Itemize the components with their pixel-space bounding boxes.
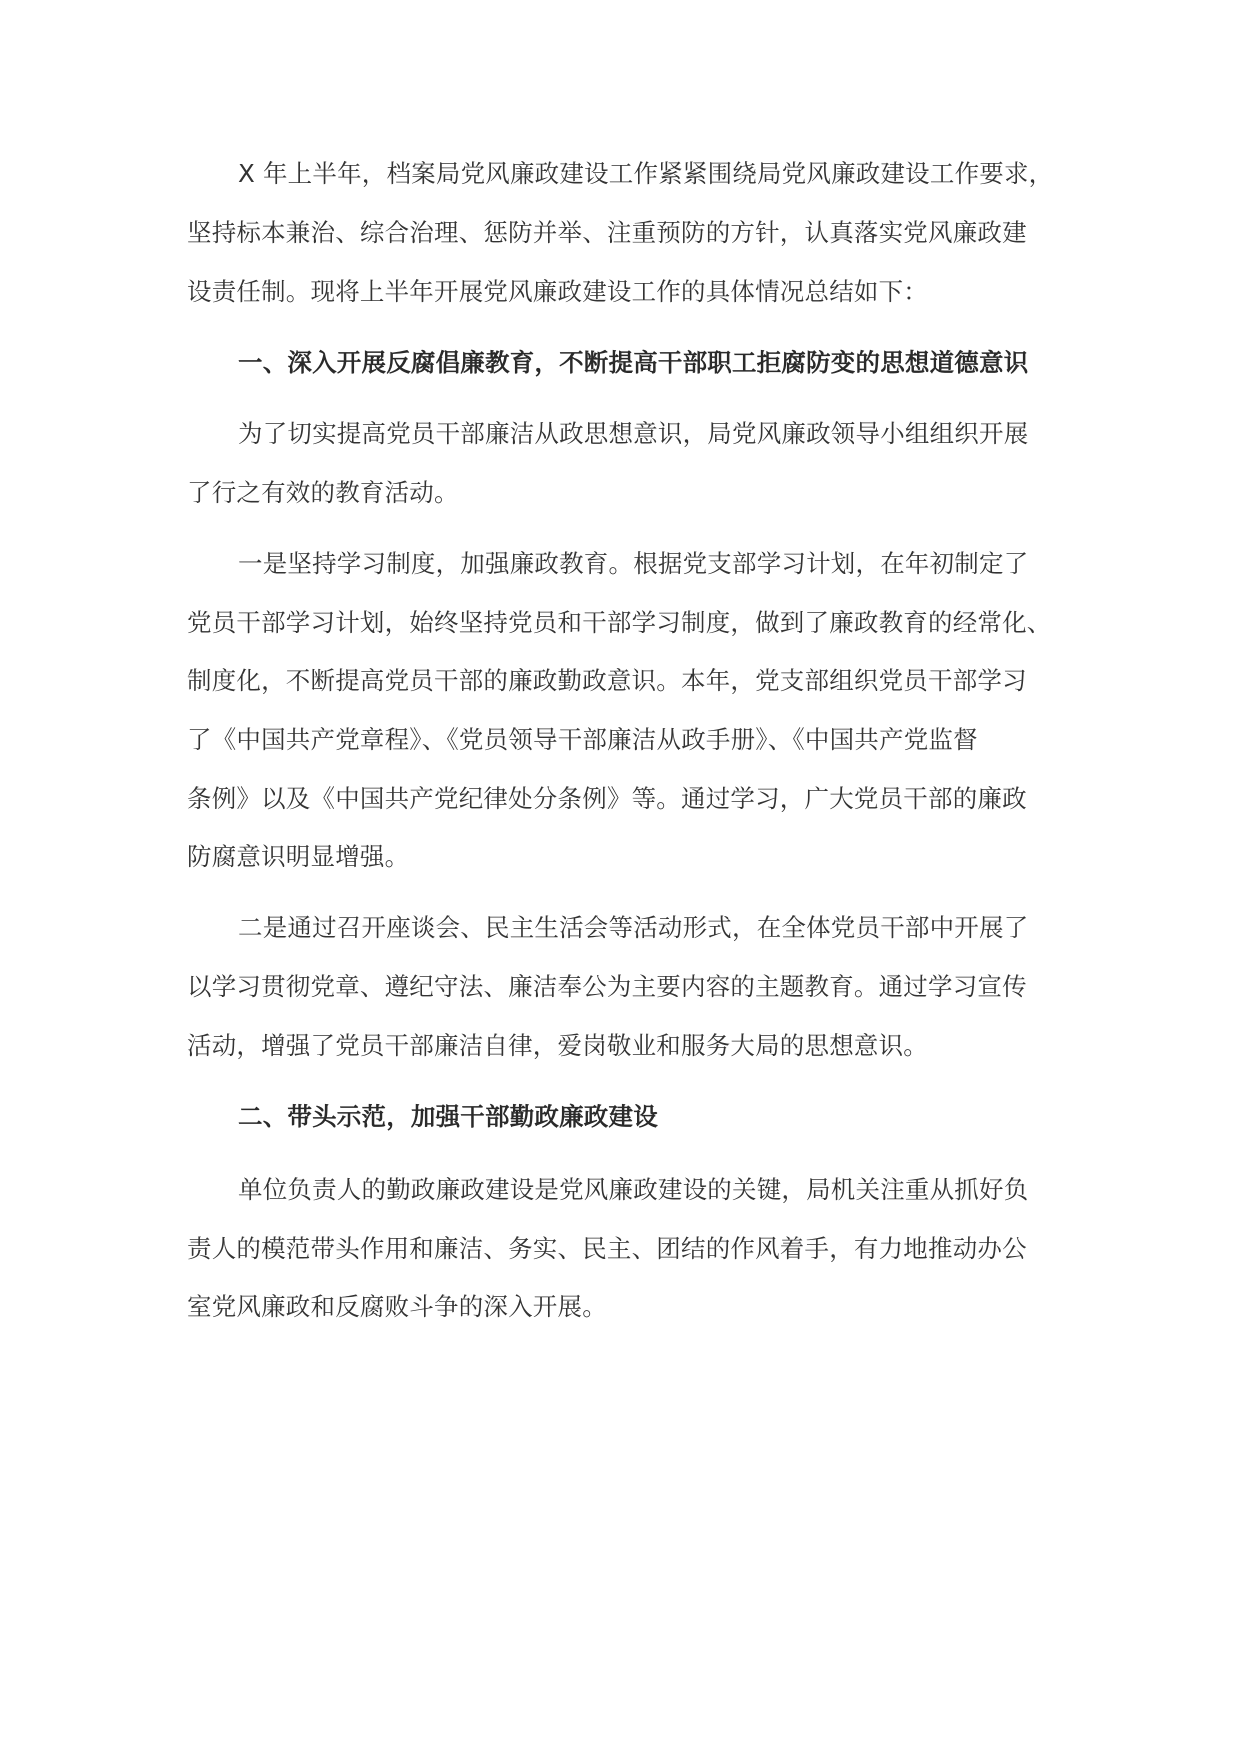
text-line: 设责任制。现将上半年开展党风廉政建设工作的具体情况总结如下： xyxy=(187,277,928,306)
text-line: 防腐意识明显增强。 xyxy=(187,842,410,871)
text-line: 室党风廉政和反腐败斗争的深入开展。 xyxy=(187,1292,607,1321)
text-line: 为了切实提高党员干部廉洁从政思想意识，局党风廉政领导小组组织开展 xyxy=(238,419,1029,448)
text-line: 单位负责人的勤政廉政建设是党风廉政建设的关键，局机关注重从抓好负 xyxy=(238,1175,1029,1204)
text-line: 活动，增强了党员干部廉洁自律，爱岗敬业和服务大局的思想意识。 xyxy=(187,1031,928,1060)
section-heading: 一、深入开展反腐倡廉教育，不断提高干部职工拒腐防变的思想道德意识 xyxy=(238,348,1029,377)
text-line: 党员干部学习计划，始终坚持党员和干部学习制度，做到了廉政教育的经常化、 xyxy=(187,608,1052,637)
text-line: 一是坚持学习制度，加强廉政教育。根据党支部学习计划，在年初制定了 xyxy=(238,549,1029,578)
text-line: 以学习贯彻党章、遵纪守法、廉洁奉公为主要内容的主题教育。通过学习宣传 xyxy=(187,972,1027,1001)
text-line: 了《中国共产党章程》、《党员领导干部廉洁从政手册》、《中国共产党监督 xyxy=(187,725,978,754)
text-line: 了行之有效的教育活动。 xyxy=(187,478,459,507)
text-line: 制度化，不断提高党员干部的廉政勤政意识。本年，党支部组织党员干部学习 xyxy=(187,666,1027,695)
text-line: 二是通过召开座谈会、民主生活会等活动形式，在全体党员干部中开展了 xyxy=(238,913,1029,942)
text-line: 责人的模范带头作用和廉洁、务实、民主、团结的作风着手，有力地推动办公 xyxy=(187,1234,1027,1263)
text-line: 坚持标本兼治、综合治理、惩防并举、注重预防的方针，认真落实党风廉政建 xyxy=(187,218,1027,247)
text-line: 条例》以及《中国共产党纪律处分条例》等。通过学习，广大党员干部的廉政 xyxy=(187,784,1027,813)
text-line: X 年上半年，档案局党风廉政建设工作紧紧围绕局党风廉政建设工作要求， xyxy=(238,159,1054,188)
section-heading: 二、带头示范，加强干部勤政廉政建设 xyxy=(238,1102,658,1131)
